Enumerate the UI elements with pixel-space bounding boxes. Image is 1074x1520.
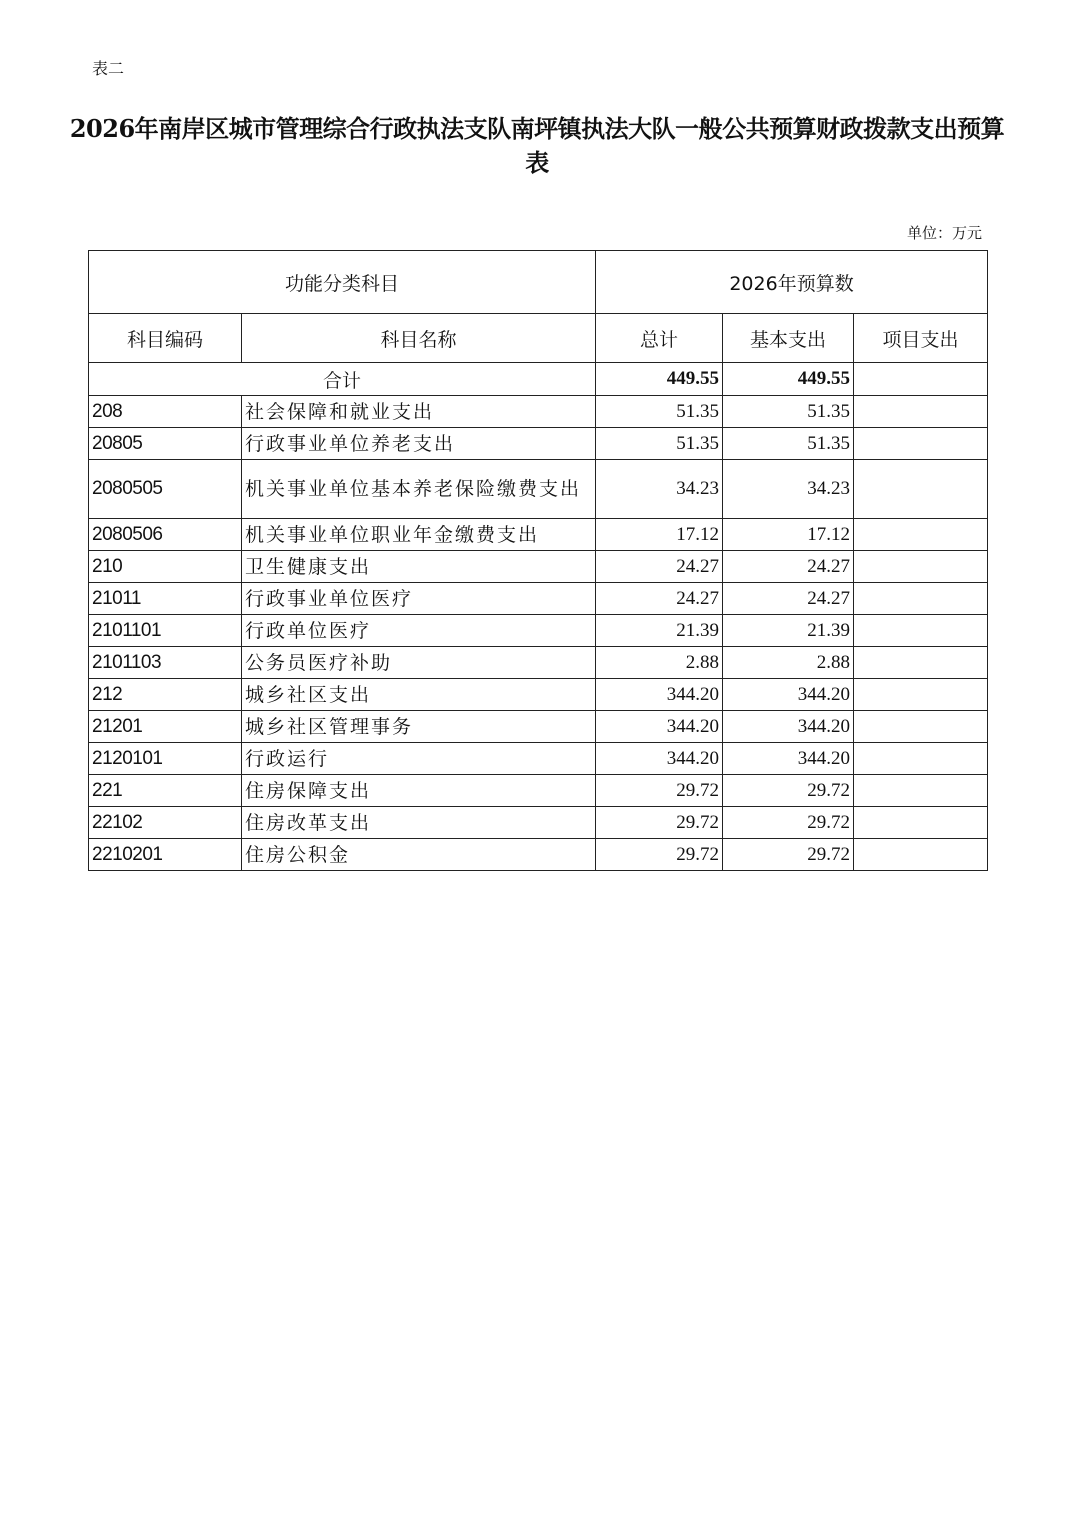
row-project [854,615,988,647]
header-category-group: 功能分类科目 [89,251,596,314]
row-basic: 21.39 [723,615,854,647]
row-basic: 17.12 [723,519,854,551]
row-code: 2210201 [89,839,242,871]
row-project [854,583,988,615]
total-sum: 449.55 [596,363,723,396]
row-total: 17.12 [596,519,723,551]
header-row-columns [89,314,988,363]
row-total: 21.39 [596,615,723,647]
row-basic: 2.88 [723,647,854,679]
row-project [854,839,988,871]
header-row-group [89,251,988,314]
row-basic: 29.72 [723,775,854,807]
table-row [89,519,988,551]
row-name: 行政事业单位医疗 [242,583,596,615]
unit-label: 单位：万元 [906,224,982,242]
row-total: 2.88 [596,647,723,679]
row-name: 城乡社区管理事务 [242,711,596,743]
row-basic: 344.20 [723,711,854,743]
row-basic: 51.35 [723,428,854,460]
header-code: 科目编码 [89,314,242,363]
row-total: 51.35 [596,428,723,460]
table-row [89,807,988,839]
row-basic: 24.27 [723,551,854,583]
row-project [854,647,988,679]
row-total: 51.35 [596,396,723,428]
row-total: 29.72 [596,775,723,807]
header-total: 总计 [596,314,723,363]
total-label: 合计 [89,363,596,396]
row-code: 221 [89,775,242,807]
table-row [89,615,988,647]
table-row [89,460,988,519]
row-project [854,679,988,711]
row-code: 2120101 [89,743,242,775]
table-row [89,647,988,679]
table-row [89,711,988,743]
row-name: 社会保障和就业支出 [242,396,596,428]
row-name: 机关事业单位职业年金缴费支出 [242,519,596,551]
row-basic: 344.20 [723,743,854,775]
row-project [854,807,988,839]
table-number: 表二 [92,59,125,78]
row-project [854,775,988,807]
row-name: 住房公积金 [242,839,596,871]
header-project: 项目支出 [854,314,988,363]
row-total: 29.72 [596,807,723,839]
total-row [89,363,988,396]
row-basic: 344.20 [723,679,854,711]
document-title: 2026年南岸区城市管理综合行政执法支队南坪镇执法大队一般公共预算财政拨款支出预算表 [69,114,1005,177]
row-total: 344.20 [596,679,723,711]
row-total: 344.20 [596,743,723,775]
table-row [89,551,988,583]
row-code: 210 [89,551,242,583]
row-code: 212 [89,679,242,711]
row-name: 住房保障支出 [242,775,596,807]
row-basic: 34.23 [723,460,854,519]
row-code: 21011 [89,583,242,615]
row-project [854,460,988,519]
row-project [854,743,988,775]
row-total: 24.27 [596,551,723,583]
table-row [89,396,988,428]
row-name: 卫生健康支出 [242,551,596,583]
budget-table [88,250,988,871]
row-total: 34.23 [596,460,723,519]
total-project [854,363,988,396]
table-row [89,583,988,615]
table-row [89,428,988,460]
header-basic: 基本支出 [723,314,854,363]
row-code: 208 [89,396,242,428]
row-code: 2101103 [89,647,242,679]
row-code: 2080506 [89,519,242,551]
row-project [854,428,988,460]
row-basic: 51.35 [723,396,854,428]
table-row [89,775,988,807]
row-basic: 24.27 [723,583,854,615]
header-budget-group: 2026年预算数 [596,251,988,314]
row-basic: 29.72 [723,807,854,839]
row-code: 21201 [89,711,242,743]
row-project [854,711,988,743]
header-name: 科目名称 [242,314,596,363]
table-row [89,839,988,871]
row-name: 住房改革支出 [242,807,596,839]
table-row [89,743,988,775]
row-code: 2080505 [89,460,242,519]
row-code: 2101101 [89,615,242,647]
row-name: 公务员医疗补助 [242,647,596,679]
row-name: 行政事业单位养老支出 [242,428,596,460]
row-project [854,519,988,551]
row-name: 机关事业单位基本养老保险缴费支出 [242,460,596,519]
row-name: 城乡社区支出 [242,679,596,711]
total-basic: 449.55 [723,363,854,396]
row-name: 行政单位医疗 [242,615,596,647]
row-code: 20805 [89,428,242,460]
row-total: 29.72 [596,839,723,871]
row-code: 22102 [89,807,242,839]
row-project [854,551,988,583]
row-basic: 29.72 [723,839,854,871]
row-total: 24.27 [596,583,723,615]
table-row [89,679,988,711]
row-name: 行政运行 [242,743,596,775]
row-total: 344.20 [596,711,723,743]
row-project [854,396,988,428]
